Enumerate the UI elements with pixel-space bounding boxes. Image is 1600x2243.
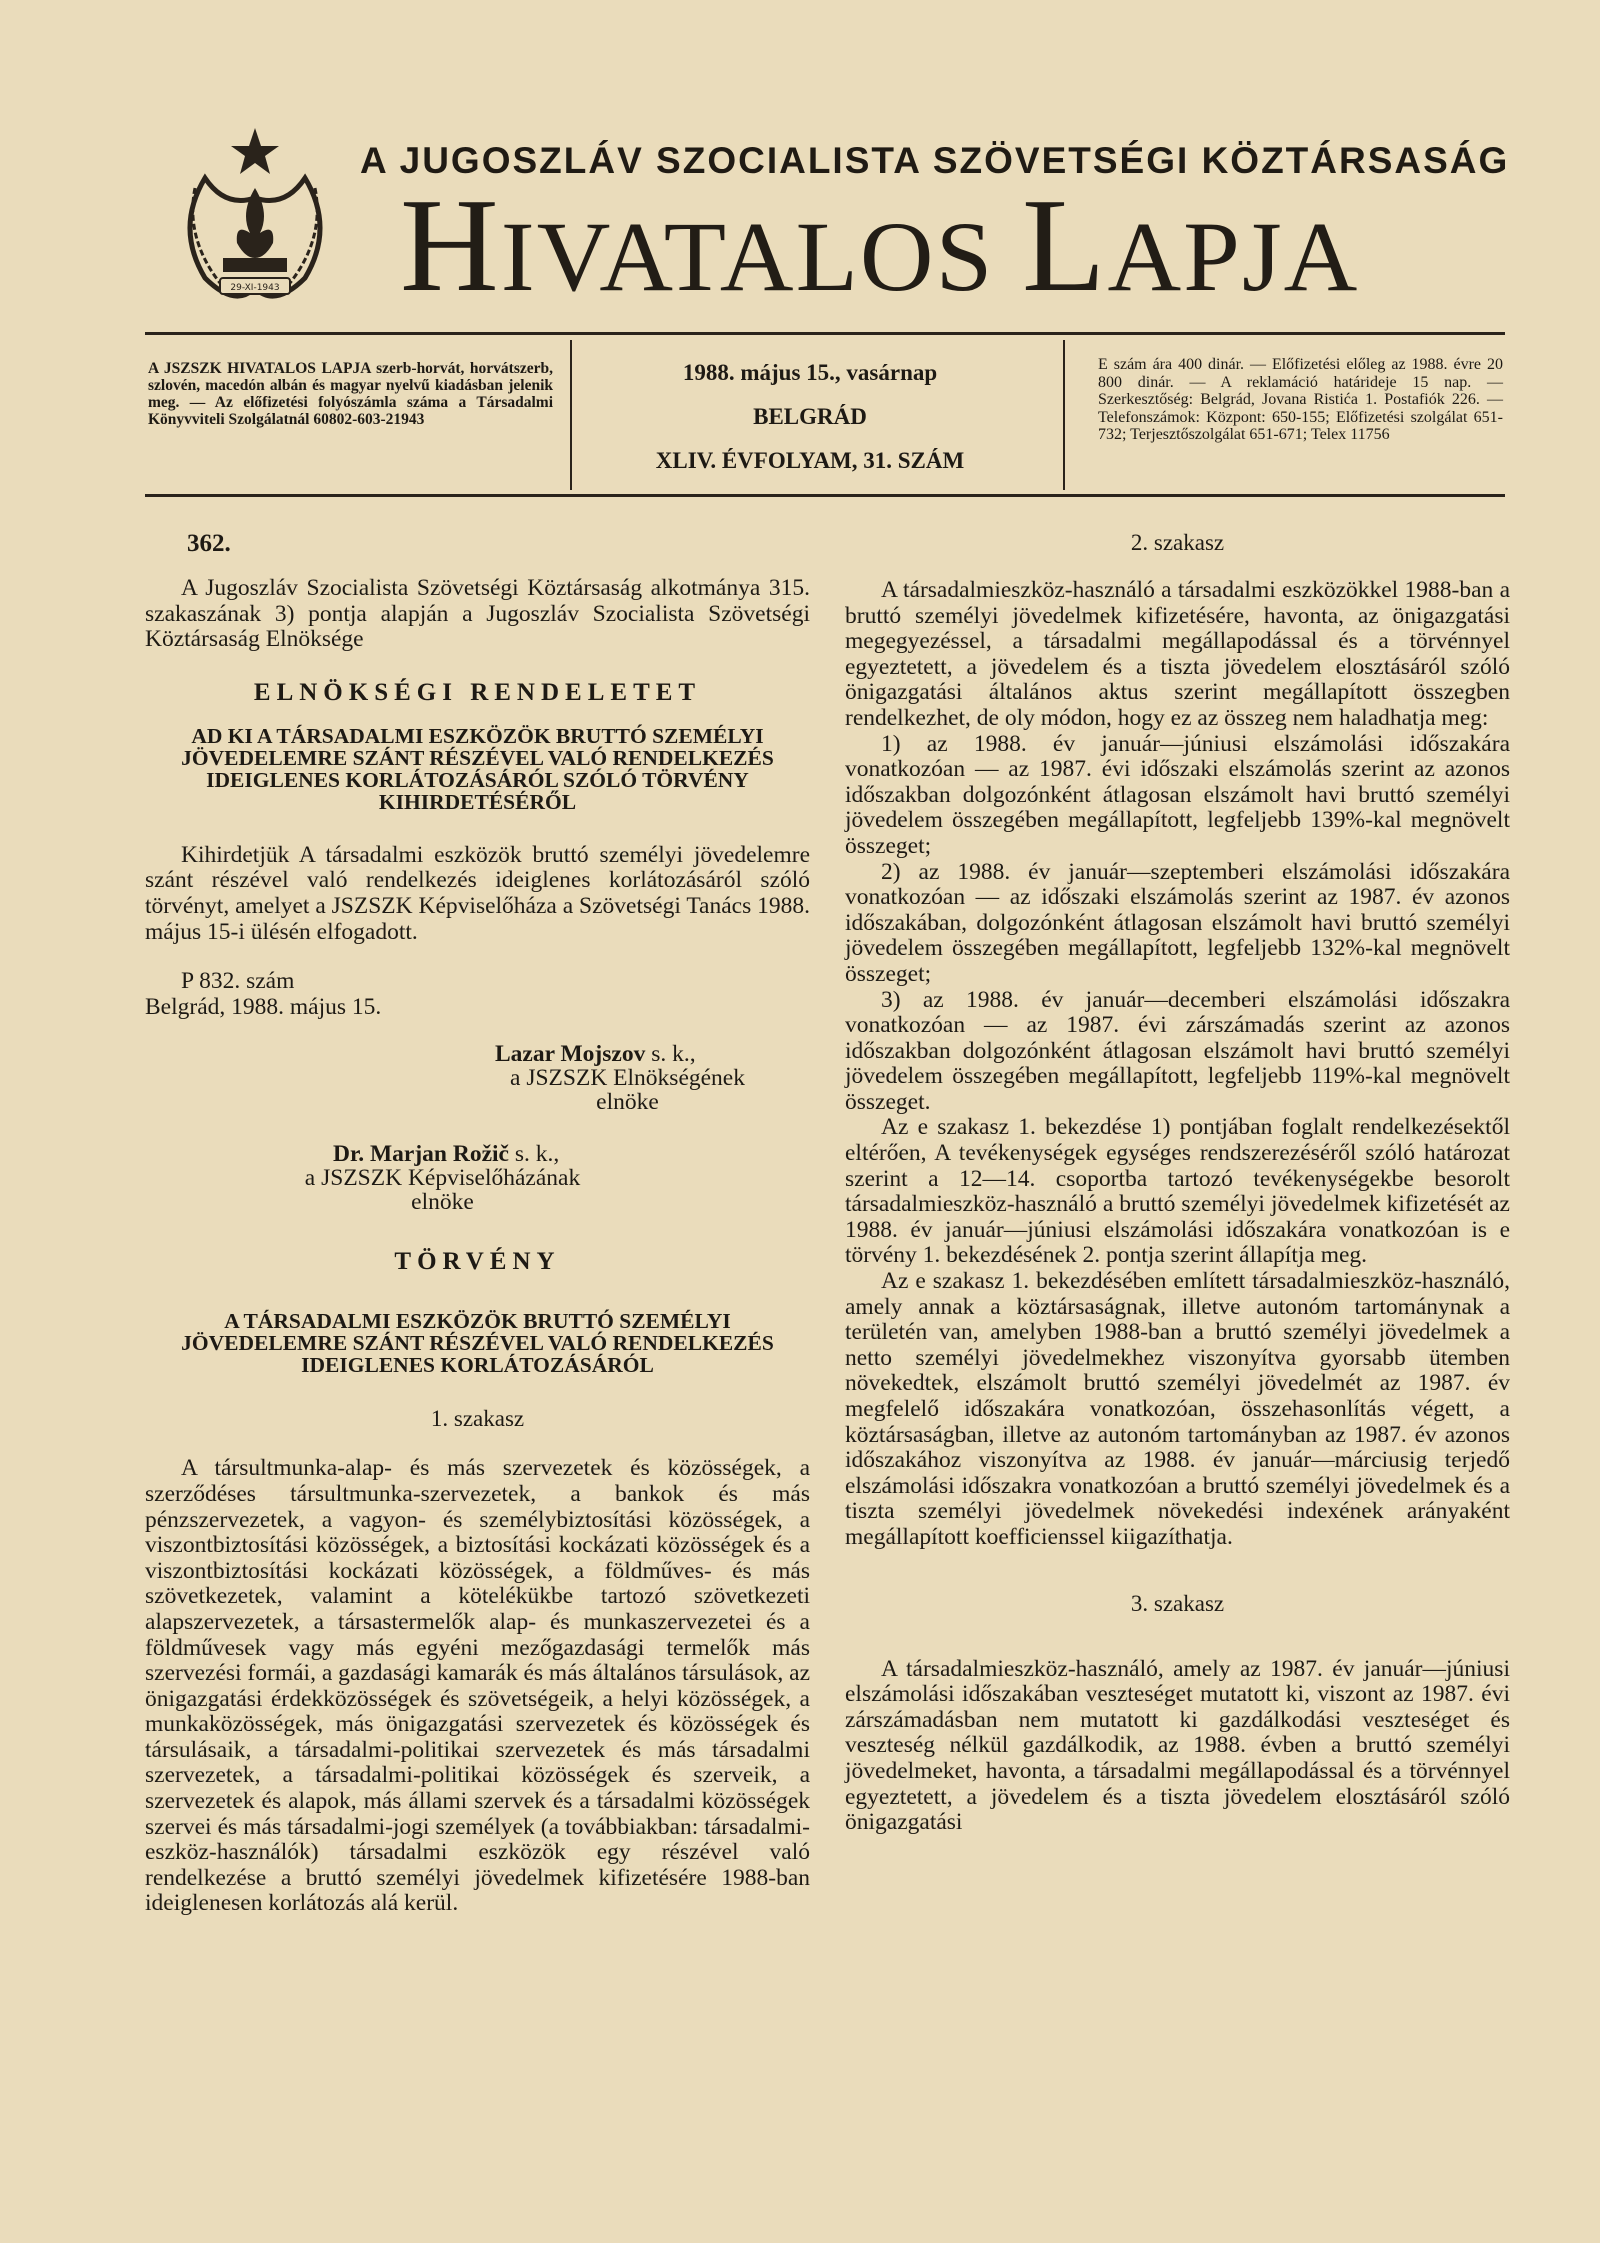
emblem-date-label: 29-XI-1943 bbox=[230, 283, 280, 293]
signature-2-suffix: s. k., bbox=[509, 1141, 560, 1168]
signature-1-name: Lazar Mojszov bbox=[495, 1041, 646, 1068]
title-initial-l: L bbox=[1021, 171, 1108, 319]
signature-2 bbox=[333, 1142, 810, 1166]
masthead-top-rule bbox=[145, 332, 1505, 335]
signature-1-role-line2: elnöke bbox=[596, 1089, 659, 1116]
section-2-point-1: 1) az 1988. év január—júniusi elszámolási időszakára vonatkozóan — az 1987. évi időszaki elszámolás szerint az azonos időszakban dolgozónként átlagosan elszámolt havi bruttó személyi jövedelem összegében megállapított, legfeljebb 139%-kal megnövelt összeget; bbox=[845, 730, 1510, 859]
law-subtitle: A TÁRSADALMI ESZKÖZÖK BRUTTÓ SZEMÉLYI JÖVEDELEMRE SZÁNT RÉSZÉVEL VALÓ RENDELKEZÉS IDEIGLENES KORLÁTOZÁSÁRÓL bbox=[181, 1309, 774, 1378]
coat-of-arms-icon bbox=[165, 118, 345, 318]
title-initial-h: H bbox=[400, 171, 501, 319]
section-2-paragraph-1: A társadalmieszköz-használó a társadalmi eszközökkel 1988-ban a bruttó személyi jövedelmek kifizetésére, havonta, az önigazgatási megegyezéssel, a társadalmi megállapodással és a törvénnyel egyeztetett, a jövedelem és a tiszta jövedelem elosztásáról szóló önigazgatási általános aktus szerint megállapított összegben rendelkezhet, de oly módon, hogy ez az összeg nem haladhatja meg: bbox=[845, 577, 1510, 731]
section-2-point-2: 2) az 1988. év január—szeptemberi elszámolási időszakára vonatkozóan — az időszaki elszámolás szerint az 1987. év azonos időszakában, dolgozónként átlagosan elszámolt havi bruttó személyi jövedelem összegében megállapított, legfeljebb 132%-kal megnövelt összeget; bbox=[845, 858, 1510, 987]
item-number: 362. bbox=[187, 530, 231, 557]
law-title: TÖRVÉNY bbox=[394, 1248, 561, 1276]
issue-info bbox=[575, 360, 1045, 492]
info-divider-left bbox=[570, 340, 572, 490]
decree-title: ELNÖKSÉGI RENDELETET bbox=[253, 678, 702, 706]
issue-date: 1988. május 15., vasárnap bbox=[682, 360, 938, 385]
reference-place-date: Belgrád, 1988. május 15. bbox=[145, 993, 382, 1020]
title-part-2: APJA bbox=[1107, 201, 1360, 312]
issue-volume: XLIV. ÉVFOLYAM, 31. SZÁM bbox=[655, 448, 965, 473]
info-divider-right bbox=[1063, 340, 1065, 490]
issue-city: BELGRÁD bbox=[753, 404, 867, 429]
signature-1-suffix: s. k., bbox=[645, 1041, 696, 1068]
signature-1-role bbox=[145, 1066, 810, 1114]
nation-title: A JUGOSZLÁV SZOCIALISTA SZÖVETSÉGI KÖZTÁRSASÁG bbox=[360, 140, 1510, 181]
price-contact-info: E szám ára 400 dinár. — Előfizetési előleg az 1988. évre 20 800 dinár. — A reklamáció határideje 15 nap. — Szerkesztőség: Belgrád, Jovana Ristića 1. Postafiók 226. — Telefonszámok: Központ: 650-155; Előfizetési szolgálat 651-732; Terjesztőszolgálat 651-671; Telex 11756 bbox=[1098, 356, 1503, 443]
section-1-text: A társultmunka-alap- és más szervezetek és közösségek, a szerződéses társultmunka-szervezetek, a bankok és más pénzszervezetek, a vagyon- és személybiztosítási közösségek, a viszontbiztosítási közösségek, a biztosítási kockázati közösségek és a viszontbiztosítási kockázati közösségek, a földműves- és más szövetkezetek, valamint a kötelékükbe tartozó szövetkezeti alapszervezetek, a társastermelők alap- és munkaszervezetei és a földművesek vagy más egyéni mezőgazdasági termelők más szervezési formái, a gazdasági kamarák és más általános társulások, az önigazgatási érdekközösségek és szövetségeik, a helyi közösségek, a munkaközösségek, más önigazgatási szervezetek és közösségek és társulásaik, a társadalmi-politikai szervezetek és más társadalmi szervezetek, a társadalmi-politikai közösségek és szerveik, a szervezetek és alapok, más állami szervek és a társadalmi közösségek szervei és más társadalmi-jogi személyek (a továbbiakban: társadalmi-eszköz-használók) társadalmi eszközök egy részével való rendelkezése a bruttó személyi jövedelmek kifizetésére 1988-ban ideiglenesen korlátozás alá kerül. bbox=[145, 1455, 810, 1917]
section-3-paragraph-1: A társadalmieszköz-használó, amely az 1987. év január—júniusi elszámolási időszakában veszteséget mutatott ki, viszont az 1987. évi zárszámadásban nem mutatott ki gazdálkodási veszteséget és veszteség nélkül gazdálkodik, az 1988. évben a bruttó személyi jövedelmeket, havonta, a társadalmi megállapodással és a törvénnyel egyeztetett, a jövedelem és a tiszta jövedelem elosztásáról szóló önigazgatási bbox=[845, 1655, 1510, 1836]
title-part-1: IVATALOS bbox=[500, 201, 1022, 312]
decree-subtitle: AD KI A TÁRSADALMI ESZKÖZÖK BRUTTÓ SZEMÉLYI JÖVEDELEMRE SZÁNT RÉSZÉVEL VALÓ RENDELKEZÉS IDEIGLENES KORLÁTOZÁSÁRÓL SZÓLÓ TÖRVÉNY KIHIRDETÉSÉRŐL bbox=[181, 723, 774, 814]
signature-2-role-line1: a JSZSZK Képviselőházának bbox=[304, 1165, 581, 1192]
signature-2-role bbox=[145, 1166, 630, 1214]
section-2-heading: 2. szakasz bbox=[1130, 530, 1225, 555]
proclamation-paragraph: Kihirdetjük A társadalmi eszközök bruttó személyi jövedelemre szánt részével való rendelkezés ideiglenes korlátozásáról szóló törvényt, amelyet a JSZSZK Képviselőháza a Szövetségi Tanács 1988. május 15-i ülésén elfogadott. bbox=[145, 841, 810, 945]
section-3-heading: 3. szakasz bbox=[1130, 1590, 1225, 1616]
signature-2-role-line2: elnöke bbox=[411, 1189, 474, 1216]
section-2-paragraph-3: Az e szakasz 1. bekezdésében említett társadalmieszköz-használó, amely annak a köztársaságnak, illetve autonóm tartománynak a területén van, amelyben 1988-ban a bruttó személyi jövedelmek a netto személyi jövedelmekhez viszonyítva gyorsabb ütemben növekedtek, elszámolt bruttó személyi jövedelmét az 1987. év megfelelő időszakára vonatkozóan, összehasonlítás végett, a köztársaságban, illetve az autonóm tartományban az 1987. év azonos időszakához viszonyítva az 1988. év január—márciusig terjedő elszámolási időszakra vonatkozóan a bruttó személyi jövedelmek és a tiszta személyi jövedelmek növekedési indexének arányaként megállapított koefficienssel kiigazíthatja. bbox=[845, 1268, 1510, 1550]
publication-info: A JSZSZK HIVATALOS LAPJA szerb-horvát, horvátszerb, szlovén, macedón albán és magyar nyelvű kiadásban jelenik meg. — Az előfizetési folyószámla száma a Társadalmi Könyvviteli Szolgálatnál 60802-603-21943 bbox=[148, 360, 553, 428]
section-1-heading: 1. szakasz bbox=[430, 1406, 525, 1432]
newspaper-title bbox=[400, 171, 1502, 319]
left-column bbox=[145, 530, 810, 1917]
signature-2-name: Dr. Marjan Rožič bbox=[333, 1141, 509, 1168]
section-2-point-3: 3) az 1988. év január—decemberi elszámolási időszakra vonatkozóan — az 1987. évi zárszámadás szerint az azonos időszakban dolgozónként átlagosan elszámolt havi bruttó személyi jövedelem összegében megállapított, legfeljebb 119%-kal megnövelt összeget. bbox=[845, 986, 1510, 1115]
right-column bbox=[845, 530, 1510, 1836]
signature-1 bbox=[495, 1042, 810, 1066]
masthead-bottom-rule bbox=[145, 494, 1505, 497]
intro-paragraph: A Jugoszláv Szocialista Szövetségi Köztársaság alkotmánya 315. szakaszának 3) pontja alapján a Jugoszláv Szocialista Szövetségi Köztársaság Elnöksége bbox=[145, 575, 810, 653]
section-2-paragraph-2: Az e szakasz 1. bekezdése 1) pontjában foglalt rendelkezésektől eltérően, A tevékenységek egységes rendszerezéséről szóló határozat szerint a 12—14. csoportba tartozó tevékenységekbe besorolt társadalmieszköz-használó a bruttó személyi jövedelmek kifizetését az 1988. év január—júniusi elszámolási időszakára vonatkozóan is e törvény 1. bekezdésének 2. pontja szerint állapítja meg. bbox=[845, 1114, 1510, 1269]
signature-1-role-line1: a JSZSZK Elnökségének bbox=[510, 1065, 745, 1092]
reference-number: P 832. szám bbox=[181, 968, 295, 995]
